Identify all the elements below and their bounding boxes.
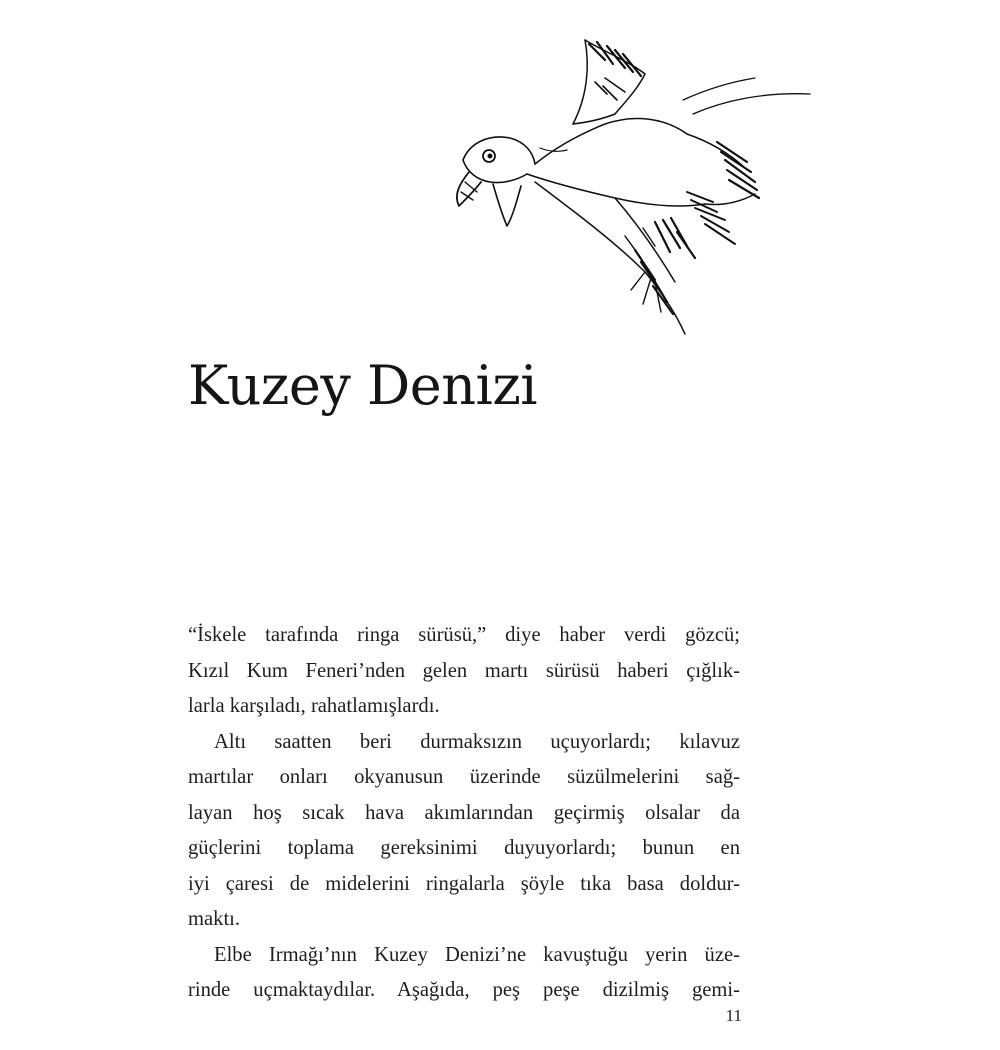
text-line: larla karşıladı, rahatlamışlardı. <box>188 695 440 717</box>
text-line: iyi çaresi de midelerini ringalarla şöyle tıka basa doldur- <box>188 872 740 895</box>
body-text <box>188 618 740 1009</box>
paragraph <box>188 725 740 938</box>
page-number: 11 <box>725 1006 742 1025</box>
text-line: maktı. <box>188 908 241 930</box>
seagull-illustration <box>455 22 820 342</box>
chapter-title: Kuzey Denizi <box>188 354 538 417</box>
text-line: “İskele tarafında ringa sürüsü,” diye haber verdi gözcü; <box>188 624 740 646</box>
text-line: Elbe Irmağı’nın Kuzey Denizi’ne kavuştuğu yerin üze- <box>214 943 740 966</box>
text-line: martılar onları okyanusun üzerinde süzülmelerini sağ- <box>188 766 740 788</box>
paragraph <box>188 618 740 725</box>
text-line: rinde uçmaktaydılar. Aşağıda, peş peşe dizilmiş gemi- <box>188 979 740 1001</box>
text-line: Kızıl Kum Feneri’nden gelen martı sürüsü haberi çığlık- <box>188 659 740 682</box>
seagull-sketch-icon <box>455 22 820 342</box>
paragraph <box>188 938 740 1009</box>
text-line: güçlerini toplama gereksinimi duyuyorlardı; bunun en <box>188 837 740 859</box>
text-line: layan hoş sıcak hava akımlarından geçirmiş olsalar da <box>188 801 740 824</box>
text-line: Altı saatten beri durmaksızın uçuyorlardı; kılavuz <box>214 730 740 753</box>
